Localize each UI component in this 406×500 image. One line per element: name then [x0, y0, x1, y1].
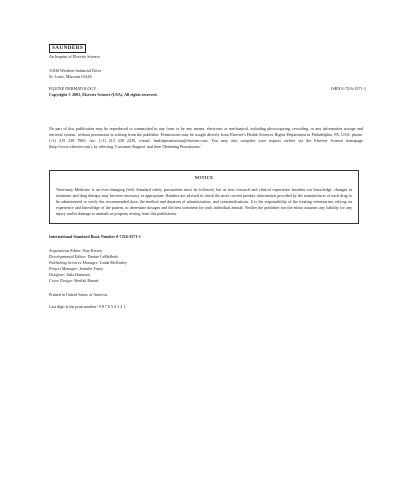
- international-isbn: International Standard Book Number 0-7216-2571-1: [49, 234, 141, 239]
- print-number-line: Last digit is the print number: 9 8 7 6 5 4 3 2 1: [49, 304, 126, 309]
- address-line-2: St. Louis, Missouri 63146: [49, 74, 92, 79]
- credit-name: Denise LeMelledo: [87, 254, 119, 259]
- credit-role: Developmental Editor:: [49, 254, 87, 259]
- credit-role: Designer:: [49, 272, 66, 277]
- notice-body: Veterinary Medicine is an ever-changing field. Standard safety precautions must be followed, but as new research and clinical experience broaden our knowledge, changes in treatment and drug therapy may become necessary or appropriate. Readers are advised to check the most current product information provided by the manufacturer of each drug to be administered to verify the recommended dose, the method and duration of administration, and contraindications. It is the responsibility of the treating veterinarian, relying on experience and knowledge of the patient, to determine dosages and the best treatment for each individual animal. Neither the publisher nor the editor assumes any liability for any injury and/or damage to animals or property arising from this publication.: [56, 187, 352, 216]
- printed-in: Printed in United States of America: [49, 292, 108, 297]
- publisher-address: [49, 68, 364, 80]
- credits-list: [49, 248, 364, 284]
- copyright-line: Copyright © 2003, Elsevier Science (USA). All rights reserved.: [49, 92, 158, 97]
- rights-paragraph: No part of this publication may be reproduced or transmitted in any form or by any means, electronic or mechanical, including photocopying, recording, or any information storage and retrieval system, without permission in writing from the publisher. Permissions may be sought directly from Elsevier's Health Sciences Rights Department in Philadelphia, PA, USA: phone: (+1) 215 238 7869, fax: (+1) 215 238 2239, e-mail: healthpermissions@elsevier.com. You may also complete your request on-line via the Elsevier Science homepage (http://www.elsevier.com), by selecting 'Customer Support' and then 'Obtaining Permissions'.: [49, 126, 363, 149]
- notice-title: NOTICE: [194, 175, 214, 180]
- credit-name: Linda McKinley: [99, 260, 127, 265]
- publisher-logo: SAUNDERS: [49, 44, 86, 53]
- credit-role: Publishing Services Manager:: [49, 260, 99, 265]
- publisher-imprint: An Imprint of Elsevier Science: [49, 54, 100, 59]
- notice-box: [49, 170, 359, 224]
- credit-line: [49, 278, 364, 284]
- book-isbn: ISBN 0-7216-2571-1: [331, 86, 366, 91]
- credit-name: Julia Dummitt: [66, 272, 90, 277]
- copyright-page: [49, 44, 364, 310]
- address-line-1: 11830 Westline Industrial Drive: [49, 68, 102, 73]
- credit-name: Jennifer Furey: [79, 266, 104, 271]
- credit-role: Acquisitions Editor:: [49, 248, 83, 253]
- book-title: EQUINE DERMATOLOGY: [49, 86, 97, 91]
- credit-name: Sheilah Barrett: [74, 278, 99, 283]
- credit-role: Cover Design:: [49, 278, 73, 283]
- credit-name: Ray Kersey: [83, 248, 103, 253]
- credit-role: Project Manager:: [49, 266, 79, 271]
